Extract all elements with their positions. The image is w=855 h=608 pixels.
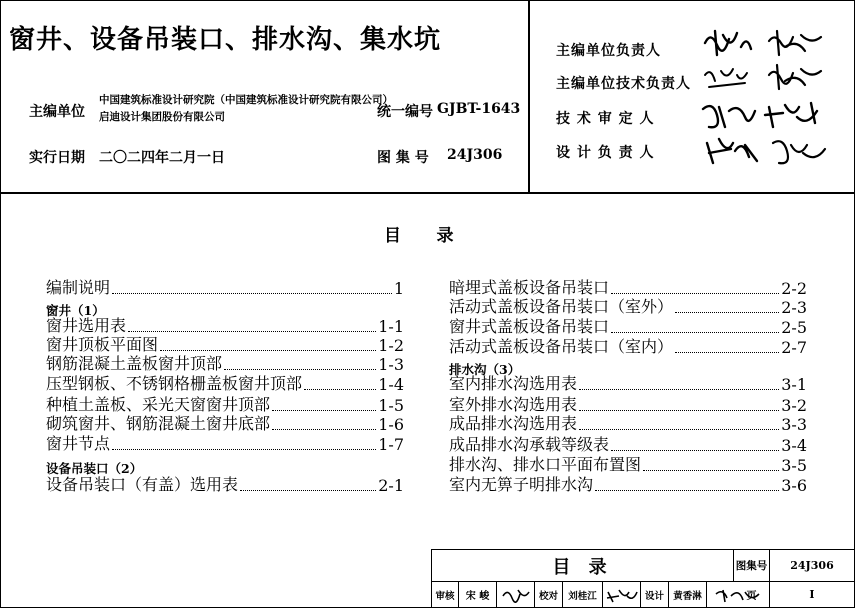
effective-date-label: 实行日期 [29, 150, 85, 166]
toc-entry-title: 种植土盖板、采光天窗窗井顶部 [46, 395, 271, 414]
leader-dots [128, 331, 376, 332]
effective-date: 二〇二四年二月一日 [99, 150, 225, 166]
leader-dots [675, 352, 779, 353]
toc-entry-page: 2-2 [781, 279, 807, 298]
toc-entry-page: 3-2 [781, 396, 807, 415]
atlas-title: 窗井、设备吊装口、排水沟、集水坑 [9, 25, 442, 55]
title-block-review-signature [497, 582, 535, 608]
toc-entry-title: 暗埋式盖板设备吊装口 [449, 278, 610, 297]
unified-code-label: 统一编号 [377, 104, 433, 120]
atlas-number: 24J306 [447, 147, 503, 163]
title-block-check-signature [603, 582, 641, 608]
title-block-check-name: 刘桂江 [563, 582, 603, 608]
toc-entry-title: 设备吊装口（有盖）选用表 [46, 475, 239, 494]
title-block-name: 目 录 [432, 550, 734, 582]
title-block [431, 549, 855, 608]
title-block-check-label: 校对 [535, 582, 563, 608]
toc-entry-page: 3-3 [781, 415, 807, 434]
editor-label: 主编单位 [29, 104, 85, 120]
toc-entry[interactable] [449, 477, 807, 495]
toc-entry-title: 窗井选用表 [46, 316, 127, 335]
toc-title: 目 录 [384, 226, 454, 246]
title-block-review-label: 审核 [432, 582, 459, 608]
leader-dots [272, 429, 376, 430]
leader-dots [611, 450, 779, 451]
toc-entry-title: 编制说明 [46, 278, 111, 297]
signature-reviewer [699, 97, 833, 133]
toc-section-heading: 窗井（1） [46, 303, 105, 318]
toc-entry-page: 1-1 [378, 317, 404, 336]
signature-review [500, 586, 532, 604]
responsible-label: 设 计 负 责 人 [556, 145, 655, 161]
title-block-page-label: 页 [734, 582, 770, 608]
toc-entry-title: 活动式盖板设备吊装口（室内） [449, 337, 674, 356]
toc-entry-title: 室外排水沟选用表 [449, 395, 578, 414]
toc-entry[interactable] [46, 436, 404, 454]
toc-entry-page: 3-5 [781, 456, 807, 475]
editor-org-2: 启迪设计集团股份有限公司 [99, 111, 225, 123]
header-divider [528, 1, 530, 192]
toc-entry-title: 排水沟、排水口平面布置图 [449, 455, 642, 474]
editor-org-1: 中国建筑标准设计研究院（中国建筑标准设计研究院有限公司） [99, 94, 393, 106]
leader-dots [611, 332, 779, 333]
toc-entry-title: 窗井节点 [46, 434, 111, 453]
leader-dots [112, 293, 392, 294]
toc-entry-title: 室内排水沟选用表 [449, 374, 578, 393]
responsible-label: 主编单位技术负责人 [556, 76, 691, 92]
signature-technical-head [701, 61, 831, 95]
toc-entry-page: 1-5 [378, 396, 404, 415]
signature-editor-head [701, 25, 831, 61]
title-block-atlas-number: 24J306 [770, 550, 855, 582]
responsible-label: 主编单位负责人 [556, 43, 661, 59]
toc-entry[interactable] [46, 477, 404, 495]
toc-entry-title: 砌筑窗井、钢筋混凝土窗井底部 [46, 414, 271, 433]
leader-dots [675, 312, 779, 313]
leader-dots [579, 410, 779, 411]
toc-entry-page: 1-3 [378, 355, 404, 374]
toc-section-heading: 设备吊装口（2） [46, 461, 143, 476]
title-block-design-label: 设计 [641, 582, 669, 608]
toc-entry[interactable] [46, 280, 404, 298]
leader-dots [579, 389, 779, 390]
toc-entry-page: 2-3 [781, 298, 807, 317]
toc-entry-title: 室内无箅子明排水沟 [449, 475, 594, 494]
toc-entry-page: 1 [393, 279, 404, 298]
title-block-review-name: 宋 峻 [459, 582, 497, 608]
toc-entry-title: 钢筋混凝土盖板窗井顶部 [46, 354, 223, 373]
toc-entry-page: 3-4 [781, 436, 807, 455]
leader-dots [304, 389, 376, 390]
toc-entry-page: 2-1 [378, 476, 404, 495]
leader-dots [643, 470, 779, 471]
leader-dots [595, 490, 779, 491]
toc-entry-page: 3-6 [781, 476, 807, 495]
leader-dots [112, 449, 376, 450]
toc-entry-page: 2-5 [781, 318, 807, 337]
leader-dots [272, 410, 376, 411]
toc-entry-page: 1-2 [378, 336, 404, 355]
leader-dots [224, 369, 376, 370]
signature-check [605, 586, 639, 604]
toc-entry-title: 窗井顶板平面图 [46, 335, 159, 354]
toc-entry-page: 1-4 [378, 375, 404, 394]
toc-entry-title: 压型钢板、不锈钢格栅盖板窗井顶部 [46, 374, 303, 393]
toc-entry-title: 成品排水沟选用表 [449, 414, 578, 433]
toc-section-heading: 排水沟（3） [449, 362, 521, 377]
toc-entry-page: 2-7 [781, 338, 807, 357]
leader-dots [579, 429, 779, 430]
leader-dots [240, 490, 376, 491]
toc-entry-page: 3-1 [781, 375, 807, 394]
toc-entry-title: 窗井式盖板设备吊装口 [449, 317, 610, 336]
toc-entry-title: 成品排水沟承载等级表 [449, 435, 610, 454]
cover-header [1, 1, 854, 194]
title-block-design-name: 黄香淋 [669, 582, 707, 608]
unified-code: GJBT-1643 [437, 101, 521, 117]
responsible-label: 技 术 审 定 人 [556, 111, 655, 127]
signature-design-head [703, 133, 833, 169]
title-block-page-number: I [770, 582, 855, 608]
toc-entry[interactable] [449, 339, 807, 357]
toc-entry-title: 活动式盖板设备吊装口（室外） [449, 297, 674, 316]
title-block-atlas-label: 图集号 [734, 550, 770, 582]
atlas-number-label: 图 集 号 [377, 150, 429, 166]
toc-entry-page: 1-7 [378, 435, 404, 454]
toc-entry-page: 1-6 [378, 415, 404, 434]
